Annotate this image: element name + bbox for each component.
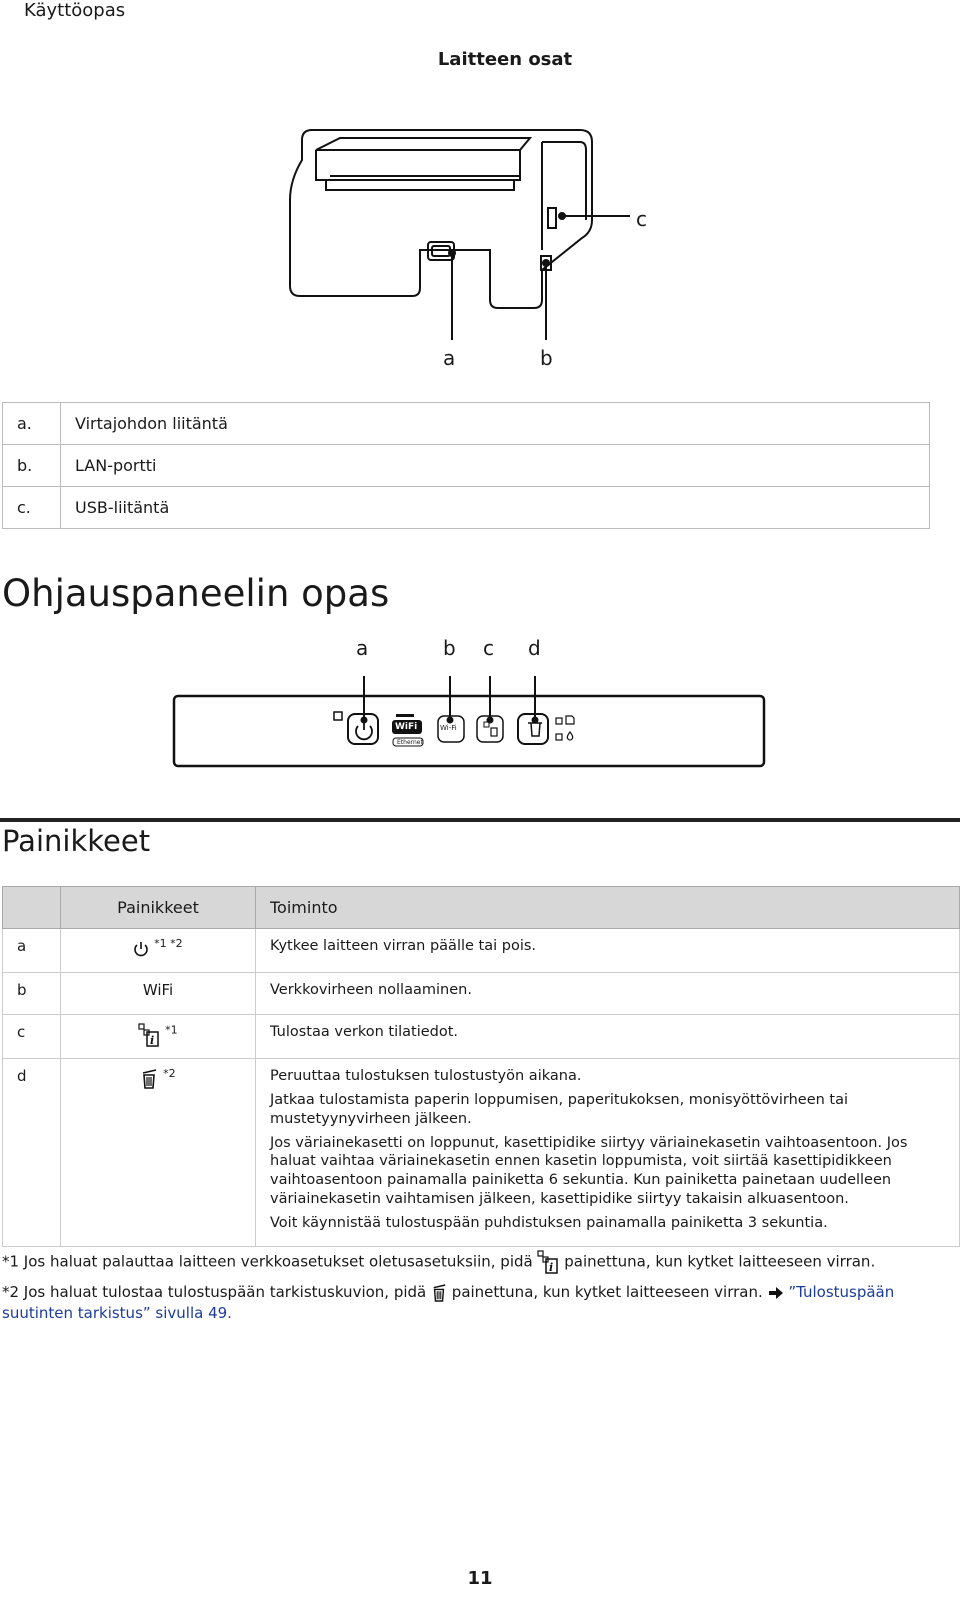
row-function bbox=[256, 973, 960, 1015]
row-letter: c bbox=[3, 1015, 61, 1059]
ethernet-label: Ethernet bbox=[397, 739, 423, 746]
row-button bbox=[61, 1059, 256, 1247]
function-text: Jatkaa tulostamista paperin loppumisen, paperitukoksen, monisyöttövirheen tai mustetyynyvirheen jälkeen. bbox=[270, 1091, 849, 1127]
part-label: Virtajohdon liitäntä bbox=[61, 403, 930, 445]
panel-label-d: d bbox=[528, 636, 541, 660]
footnote-1 bbox=[2, 1250, 952, 1274]
panel-label-a: a bbox=[356, 636, 369, 660]
footnote-2-text-end: painettuna, kun kytket laitteeseen virran. bbox=[451, 1283, 763, 1301]
network-info-icon bbox=[138, 1023, 160, 1047]
document-header: Käyttöopas bbox=[24, 0, 126, 21]
part-letter: b. bbox=[3, 445, 61, 487]
page-number: 11 bbox=[467, 1568, 493, 1589]
printer-rear-illustration bbox=[280, 120, 700, 370]
buttons-table bbox=[2, 886, 960, 1247]
section-title-buttons: Painikkeet bbox=[2, 824, 151, 858]
part-label: LAN-portti bbox=[61, 445, 930, 487]
row-letter: b bbox=[3, 973, 61, 1015]
illustration-label-a: a bbox=[443, 346, 456, 370]
cross-reference-link[interactable]: ”Tulostuspään suutinten tarkistus” sivulla 49. bbox=[2, 1283, 895, 1322]
footnote-2-text: *2 Jos haluat tulostaa tulostuspään tarkistuskuvion, pidä bbox=[2, 1283, 427, 1301]
trash-icon bbox=[140, 1068, 158, 1090]
part-letter: a. bbox=[3, 403, 61, 445]
wifi-logo-text: WiFi bbox=[395, 722, 418, 732]
footnote-1-text-end: painettuna, kun kytket laitteeseen virran. bbox=[564, 1252, 876, 1271]
row-button bbox=[61, 973, 256, 1015]
arrow-right-icon bbox=[768, 1286, 784, 1300]
illustration-label-b: b bbox=[540, 346, 553, 370]
row-function bbox=[256, 929, 960, 973]
table-row bbox=[3, 1015, 960, 1059]
header-buttons: Painikkeet bbox=[61, 887, 256, 929]
table-row bbox=[3, 1059, 960, 1247]
table-row bbox=[3, 973, 960, 1015]
header-function: Toiminto bbox=[256, 887, 960, 929]
control-panel-illustration bbox=[170, 640, 770, 770]
trash-icon bbox=[431, 1283, 447, 1303]
svg-text:i: i bbox=[150, 1034, 155, 1047]
function-text: Peruuttaa tulostuksen tulostustyön aikana. bbox=[270, 1068, 582, 1084]
row-letter: d bbox=[3, 1059, 61, 1247]
footnote-marks: *1 *2 bbox=[154, 937, 183, 950]
section-title-parts: Laitteen osat bbox=[437, 49, 573, 70]
function-text: Kytkee laitteen virran päälle tai pois. bbox=[270, 938, 537, 954]
section-divider bbox=[0, 818, 960, 822]
power-icon bbox=[133, 941, 149, 957]
table-row bbox=[3, 929, 960, 973]
section-title-panel: Ohjauspaneelin opas bbox=[2, 572, 390, 615]
table-row bbox=[3, 445, 930, 487]
row-letter: a bbox=[3, 929, 61, 973]
row-button bbox=[61, 1015, 256, 1059]
function-text: Tulostaa verkon tilatiedot. bbox=[270, 1024, 459, 1040]
function-text: Voit käynnistää tulostuspään puhdistuksen painamalla painiketta 3 sekuntia. bbox=[270, 1214, 828, 1231]
panel-label-c: c bbox=[483, 636, 494, 660]
table-row bbox=[3, 403, 930, 445]
footnote-marks: *1 bbox=[165, 1023, 178, 1037]
part-label: USB-liitäntä bbox=[61, 487, 930, 529]
wifi-button-text: WiFi bbox=[142, 981, 174, 999]
table-row bbox=[3, 487, 930, 529]
parts-table bbox=[2, 402, 930, 529]
footnote-2 bbox=[2, 1282, 952, 1324]
table-header-row bbox=[3, 887, 960, 929]
row-function bbox=[256, 1059, 960, 1247]
wifi-button-label: Wi-Fi bbox=[440, 724, 457, 732]
network-info-icon bbox=[537, 1250, 559, 1274]
footnote-marks: *2 bbox=[163, 1067, 176, 1080]
illustration-label-c: c bbox=[636, 207, 647, 231]
row-function bbox=[256, 1015, 960, 1059]
header-empty bbox=[3, 887, 61, 929]
function-text: Verkkovirheen nollaaminen. bbox=[270, 982, 472, 998]
panel-label-b: b bbox=[443, 636, 456, 660]
function-text: Jos väriainekasetti on loppunut, kasettipidike siirtyy väriainekasetin vaihtoasentoon. Jos haluat vaihtaa väriainekasetin ennen kasetin loppumista, voit siirtää kasettipidikkeen vaihtoasentoon painamalla painiketta 6 sekuntia. Kun painiketta painetaan uudelleen väriainekasetin vaihtamisen jälkeen, kasettipidike siirtyy takaisin alkuasentoon. bbox=[270, 1134, 908, 1208]
svg-text:i: i bbox=[549, 1261, 554, 1274]
row-button bbox=[61, 929, 256, 973]
footnote-1-text: *1 Jos haluat palauttaa laitteen verkkoasetukset oletusasetuksiin, pidä bbox=[2, 1252, 533, 1271]
part-letter: c. bbox=[3, 487, 61, 529]
